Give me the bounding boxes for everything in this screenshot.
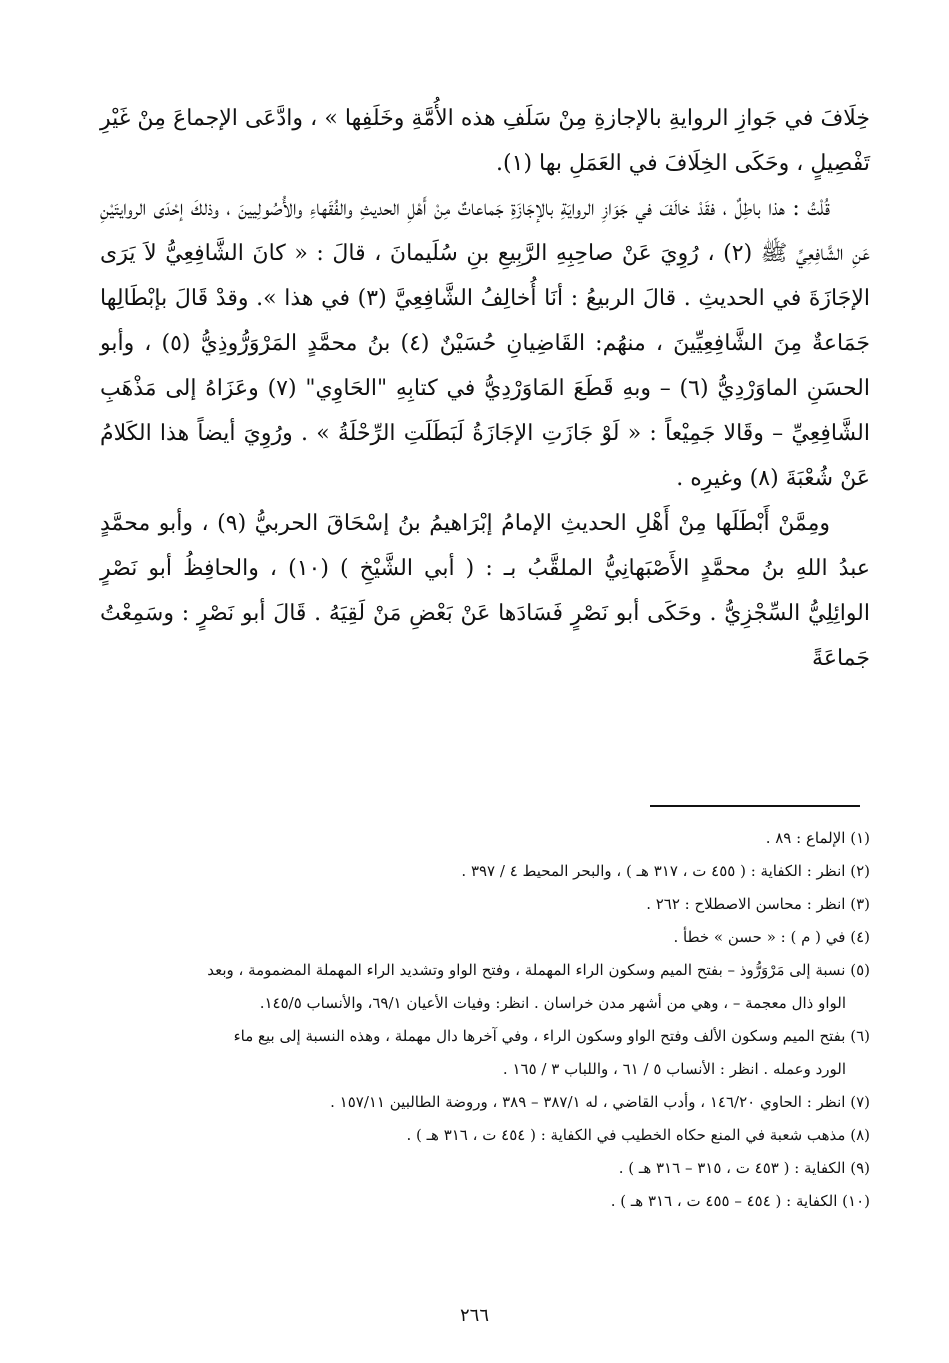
footnote-5-continuation: الواو ذال معجمة – ، وهي من أشهر مدن خراسان . انظر: وفيات الأعيان ٦٩/١، والأنساب ١٤٥/٥.: [259, 994, 846, 1012]
paragraph-3: ومِمَّنْ أَبْطَلَها مِنْ أَهْلِ الحديثِ الإمامُ إبْرَاهيمُ بنُ إسْحَاقَ الحربيُّ (٩) ، وأبو محمَّدٍ عبدُ اللهِ بنُ محمَّدٍ الأَصْبَهانِيُّ الملقَّبُ بـ : ( أبي الشَّيْخِ ) (١٠) ، والحافِظُ أبو نَصْرٍ الوائِلِيُّ السِّجْزِيُّ . وحَكَى أبو نَصْرٍ فَسَادَها عَنْ بَعْضِ مَنْ لَقِيَهُ . قَالَ أبو نَصْرٍ : وسَمِعْتُ جَماعَةً: [100, 511, 870, 671]
footnote-separator: [650, 805, 860, 807]
footnote-10: (١٠) الكفاية : ( ٤٥٤ – ٤٥٥ ت ، ٣١٦ هـ ) .: [610, 1192, 870, 1210]
main-text: [100, 96, 870, 681]
footnote-3: (٣) انظر : محاسن الاصطلاح : ٢٦٢ .: [646, 895, 870, 913]
footnote-6-continuation: الورد وعمله . انظر : الأنساب ٥ / ٦١ ، واللباب ٣ / ١٦٥ .: [502, 1060, 846, 1078]
footnote-1: (١) الإلماع : ٨٩ .: [765, 829, 870, 847]
footnote-8: (٨) مذهب شعبة في المنع حكاه الخطيب في الكفاية : ( ٤٥٤ ت ، ٣١٦ هـ ) .: [406, 1126, 870, 1144]
page-number: ٢٦٦: [459, 1305, 489, 1326]
footnote-9: (٩) الكفاية : ( ٤٥٣ ت ، ٣١٥ – ٣١٦ هـ ) .: [618, 1159, 870, 1177]
footnote-2: (٢) انظر : الكفاية : ( ٤٥٥ ت ، ٣١٧ هـ ) ، والبحر المحيط ٤ / ٣٩٧ .: [461, 862, 870, 880]
footnotes: [90, 822, 870, 1218]
paragraph-1: خِلَافَ في جَوازِ الروايةِ بالإجازةِ مِنْ سَلَفِ هذه الأُمَّةِ وخَلَفِها » ، وادَّعَى الإجماعَ مِنْ غَيْرِ تَفْصِيلٍ ، وحَكَى الخِلَافَ في العَمَلِ بها (١).: [100, 106, 870, 176]
footnote-5: (٥) نسبة إلى مَرْوَرُّوذ – بفتح الميم وسكون الراء المهملة ، وفتح الواو وتشديد الراء المهملة المضمومة ، وبعد: [207, 961, 870, 979]
footnote-7: (٧) انظر : الحاوي ١٤٦/٢٠ ، وأدب القاضي ، له ٣٨٧/١ – ٣٨٩ ، وروضة الطالبين ١٥٧/١١ .: [330, 1093, 870, 1111]
paragraph-2: قُلْتُ : هذا باطِلٌ ، فقَدْ خالَفَ في جَوَازِ الروايَةِ بالإجَازَةِ جَماعاتٌ مِنْ أَهْلِ الحديثِ والفُقَهاءِ والأُصُولِيينَ ، وذلكَ إحْدَى الروايتَيْنِ عَنِ الشَّافِعِيِّ ﷺ (٢) ، رُوِيَ عَنْ صاحِبِهِ الرَّبِيعِ بنِ سُلَيمانَ ، قالَ : « كانَ الشَّافِعِيُّ لاَ يَرَى الإجَازَةَ في الحديثِ . قالَ الربيعُ : أنَا أُخالِفُ الشَّافِعِيَّ (٣) في هذا ». وقدْ قَالَ بإبْطَالِها جَمَاعةٌ مِنَ الشَّافِعِيِّينَ ، منهُم: القَاضِيانِ حُسَيْنٌ (٤) بنُ محمَّدٍ المَرْوَرُّوذِيُّ (٥) ، وأبو الحسَنِ الماوَرْدِيُّ (٦) – وبهِ قَطَعَ المَاوَرْدِيُّ في كتابِهِ "الحَاوِي" (٧) وعَزَاهُ إلى مَذْهَبِ الشَّافِعِيِّ – وقَالا جَمِيْعاً : « لَوْ جَازَتِ الإجَازَةُ لَبَطَلَتِ الرِّحْلَةُ » . ورُوِيَ أيضاً هذا الكَلامُ عَنْ شُعْبَةَ (٨) وغيرِه .: [100, 196, 871, 491]
footnote-4: (٤) في ( م ) : « حسن » خطأ .: [673, 928, 870, 946]
footnote-6: (٦) بفتح الميم وسكون الألف وفتح الواو وسكون الراء ، وفي آخرها دال مهملة ، وهذه النسبة إلى بيع ماء: [233, 1027, 870, 1045]
